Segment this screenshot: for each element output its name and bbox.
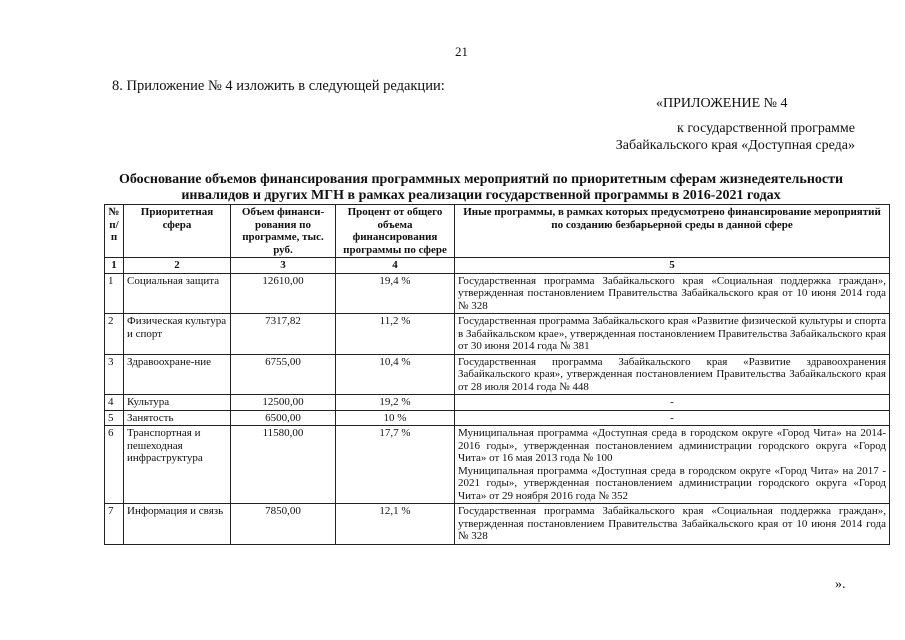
heading-line-1: Обоснование объемов финансирования программных мероприятий по приоритетным сферам жизнедеятельности	[118, 172, 844, 187]
row-number: 5	[105, 410, 124, 426]
table-row	[105, 426, 890, 504]
row-amount: 6755,00	[231, 354, 336, 395]
table-row	[105, 314, 890, 355]
table-body	[105, 273, 890, 544]
row-programs	[455, 273, 890, 314]
program-entry: -	[670, 396, 674, 408]
table-row	[105, 504, 890, 545]
row-number: 4	[105, 395, 124, 411]
col-num-5: 5	[455, 258, 890, 274]
row-number: 6	[105, 426, 124, 504]
row-sphere: Транспортная и пешеходная инфраструктура	[124, 426, 231, 504]
program-entry: -	[670, 411, 674, 424]
col-num-1: 1	[105, 258, 124, 274]
program-entry: Государственная программа Забайкальского края «Развитие физической культуры и спорта в Забайкальском крае», утвержденная постановлением Правительства Забайкальского края от 30 июня 2014 года № 381	[458, 315, 886, 352]
row-percent: 12,1 %	[336, 504, 455, 545]
page-number: 21	[455, 44, 468, 59]
row-programs	[455, 410, 890, 426]
row-sphere: Информация и связь	[124, 504, 231, 545]
row-amount: 11580,00	[231, 426, 336, 504]
row-percent: 19,4 %	[336, 273, 455, 314]
row-number: 2	[105, 314, 124, 355]
row-sphere: Занятость	[124, 410, 231, 426]
table-row	[105, 354, 890, 395]
appendix-title: «ПРИЛОЖЕНИЕ № 4	[656, 96, 788, 111]
closing-quote: ».	[835, 577, 846, 592]
row-number: 7	[105, 504, 124, 545]
row-percent: 10 %	[336, 410, 455, 426]
column-number-row	[105, 258, 890, 274]
col-num-2: 2	[124, 258, 231, 274]
header-programs: Иные программы, в рамках которых предусмотрено финансирование мероприятий по созданию безбарьерной среды в данной сфере	[455, 205, 890, 258]
program-entry: Муниципальная программа «Доступная среда в городском округе «Город Чита» на 2014-2016 годы», утвержденная постановлением администрации городского округа «Город Чита» от 16 мая 2013 года № 100	[458, 427, 886, 464]
row-percent: 17,7 %	[336, 426, 455, 504]
header-row	[105, 205, 890, 258]
intro-text: 8. Приложение № 4 изложить в следующей редакции:	[112, 78, 445, 94]
row-amount: 7850,00	[231, 504, 336, 545]
row-programs	[455, 314, 890, 355]
table-heading	[96, 172, 866, 204]
row-programs	[455, 354, 890, 395]
row-amount: 12500,00	[231, 395, 336, 411]
row-programs	[455, 504, 890, 545]
row-number: 1	[105, 273, 124, 314]
header-amount: Объем финанси-рования по программе, тыс. руб.	[231, 205, 336, 258]
row-percent: 10,4 %	[336, 354, 455, 395]
row-number: 3	[105, 354, 124, 395]
row-percent: 19,2 %	[336, 395, 455, 411]
row-percent: 11,2 %	[336, 314, 455, 355]
financing-table	[104, 204, 890, 545]
table-row	[105, 395, 890, 411]
col-num-3: 3	[231, 258, 336, 274]
table-row	[105, 273, 890, 314]
col-num-4: 4	[336, 258, 455, 274]
row-programs	[455, 395, 890, 411]
row-programs	[455, 426, 890, 504]
row-amount: 6500,00	[231, 410, 336, 426]
row-sphere: Здравоохране-ние	[124, 354, 231, 395]
heading-line-2: инвалидов и других МГН в рамках реализации государственной программы в 2016-2021 годах	[181, 188, 781, 203]
program-entry: Государственная программа Забайкальского края «Социальная поддержка граждан», утвержденная постановлением Правительства Забайкальского края от 10 июня 2014 года № 328	[458, 274, 886, 312]
table-row	[105, 410, 890, 426]
appendix-subtitle	[616, 120, 855, 154]
row-amount: 12610,00	[231, 273, 336, 314]
row-amount: 7317,82	[231, 314, 336, 355]
appendix-line-2: Забайкальского края «Доступная среда»	[615, 138, 855, 153]
program-entry: Государственная программа Забайкальского края «Развитие здравоохранения Забайкальского края», утвержденная постановлением Правительства Забайкальского края от 28 июля 2014 года № 448	[458, 355, 886, 393]
header-sphere: Приоритетная сфера	[124, 205, 231, 258]
appendix-line-1: к государственной программе	[677, 121, 855, 136]
row-sphere: Социальная защита	[124, 273, 231, 314]
row-sphere: Культура	[124, 395, 231, 411]
row-sphere: Физическая культура и спорт	[124, 314, 231, 355]
program-entry: Государственная программа Забайкальского края «Социальная поддержка граждан», утвержденная постановлением Правительства Забайкальского края от 10 июня 2014 года № 328	[458, 505, 886, 542]
header-number: № п/п	[105, 205, 124, 258]
program-entry: Муниципальная программа «Доступная среда в городском округе «Город Чита» на 2017 - 2021 годы», утвержденная постановлением администрации городского округа «Город Чита» от 29 ноября 2016 года № 352	[458, 464, 886, 502]
header-percent: Процент от общего объема финансирования программы по сфере	[336, 205, 455, 258]
